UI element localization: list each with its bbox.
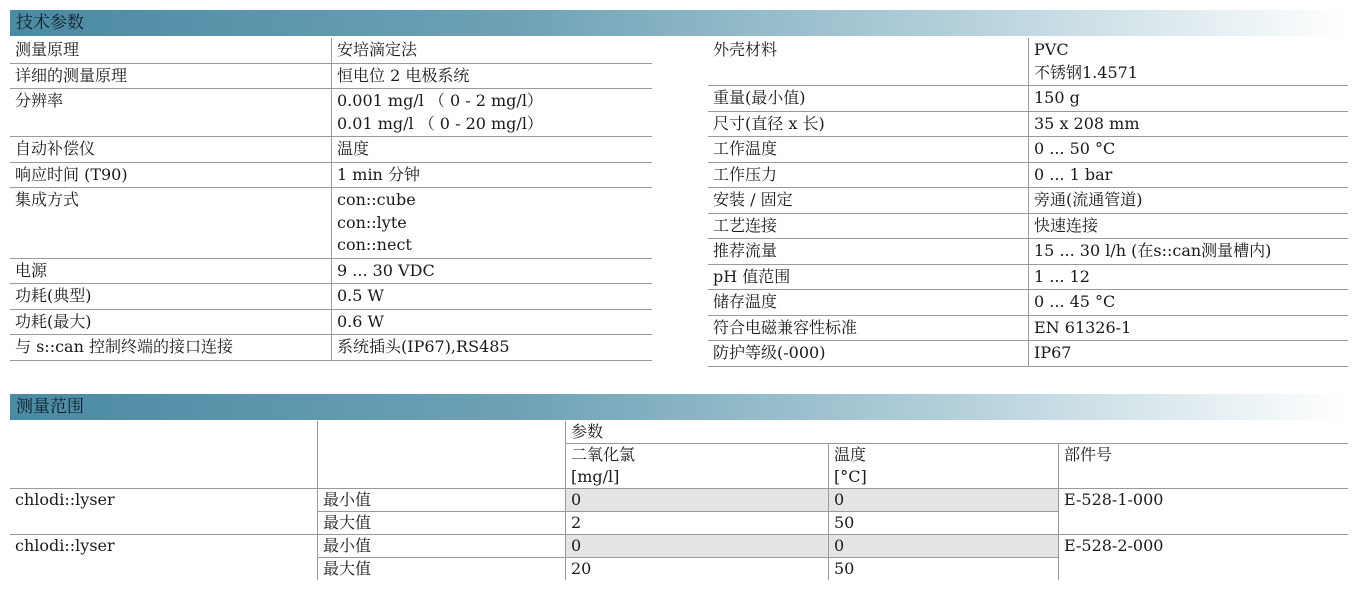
spec-label: 符合电磁兼容性标准 xyxy=(708,315,1029,341)
spec-label: 功耗(典型) xyxy=(10,284,332,310)
range-product: chlodi::lyser xyxy=(10,489,318,512)
spec-label: 电源 xyxy=(10,258,332,284)
range-col-temp xyxy=(829,444,1059,489)
range-temp-max: 50 xyxy=(829,558,1059,581)
range-product-spacer xyxy=(10,558,318,581)
range-header-empty-4 xyxy=(318,444,566,489)
spec-row xyxy=(708,213,1348,239)
range-header-empty-2 xyxy=(318,421,566,444)
spec-value-cell xyxy=(1029,162,1349,188)
spec-label: 测量原理 xyxy=(10,38,332,63)
range-col-temp-name: 温度 xyxy=(834,445,867,464)
spec-value-cell xyxy=(1029,290,1349,316)
range-product: chlodi::lyser xyxy=(10,535,318,558)
spec-value: con::lyte xyxy=(337,212,407,232)
range-chlorine-max: 20 xyxy=(566,558,829,581)
spec-row xyxy=(708,315,1348,341)
measurement-range-title: 测量范围 xyxy=(16,397,84,417)
spec-label: 详细的测量原理 xyxy=(10,63,332,89)
spec-value-cell xyxy=(1029,264,1349,290)
spec-value-cell xyxy=(1029,137,1349,163)
range-min-label: 最小值 xyxy=(318,489,566,512)
spec-value: 0 ... 1 bar xyxy=(1034,164,1113,184)
range-header-empty-3 xyxy=(10,444,318,489)
range-max-label: 最大值 xyxy=(318,512,566,535)
range-row-2-min xyxy=(10,535,1348,558)
range-chlorine-min: 0 xyxy=(566,489,829,512)
spec-value: 系统插头(IP67),RS485 xyxy=(337,337,510,356)
spec-value: 1 ... 12 xyxy=(1034,266,1090,286)
measurement-range-title-bar xyxy=(10,394,1348,420)
spec-value: 0.6 W xyxy=(337,311,384,331)
spec-value-cell xyxy=(332,284,653,310)
spec-value-cell xyxy=(1029,239,1349,265)
spec-value: PVC xyxy=(1034,40,1069,59)
range-header-empty-1 xyxy=(10,421,318,444)
range-param-header: 参数 xyxy=(566,421,1349,444)
spec-value-cell xyxy=(332,335,653,361)
spec-row xyxy=(10,38,652,63)
spec-row xyxy=(708,86,1348,112)
spec-value-cell xyxy=(332,137,653,163)
spec-label: 功耗(最大) xyxy=(10,309,332,335)
spec-label: 工艺连接 xyxy=(708,213,1029,239)
range-col-temp-unit: [°C] xyxy=(834,467,867,486)
spec-value-cell xyxy=(332,258,653,284)
spec-value: 0.01 mg/l （ 0 - 20 mg/l） xyxy=(337,113,543,133)
spec-label: 推荐流量 xyxy=(708,239,1029,265)
range-min-label: 最小值 xyxy=(318,535,566,558)
spec-value: con::cube xyxy=(337,190,416,209)
spec-value: 9 ... 30 VDC xyxy=(337,260,435,280)
range-chlorine-min: 0 xyxy=(566,535,829,558)
range-temp-min: 0 xyxy=(829,535,1059,558)
spec-row xyxy=(708,137,1348,163)
tech-specs-title-bar xyxy=(10,10,1348,36)
range-col-chlorine-unit: [mg/l] xyxy=(571,467,620,486)
spec-label: 分辨率 xyxy=(10,89,332,137)
spec-value-cell xyxy=(332,38,653,63)
spec-value: 快速连接 xyxy=(1034,215,1099,235)
range-header-row-1 xyxy=(10,421,1348,444)
spec-label: 工作压力 xyxy=(708,162,1029,188)
spec-row xyxy=(10,284,652,310)
spec-label: pH 值范围 xyxy=(708,264,1029,290)
spec-value-cell xyxy=(332,89,653,137)
range-temp-max: 50 xyxy=(829,512,1059,535)
spec-value: 0.5 W xyxy=(337,286,384,305)
range-col-chlorine-name: 二氧化氯 xyxy=(571,445,636,464)
spec-value: con::nect xyxy=(337,235,412,254)
spec-row xyxy=(708,188,1348,214)
spec-row xyxy=(708,341,1348,367)
spec-label: 尺寸(直径 x 长) xyxy=(708,111,1029,137)
spec-value: 温度 xyxy=(337,139,370,158)
spec-value-cell xyxy=(1029,188,1349,214)
range-part-number: E-528-2-000 xyxy=(1064,536,1164,555)
spec-value: 150 g xyxy=(1034,88,1080,107)
spec-value-cell xyxy=(332,188,653,259)
spec-value-cell xyxy=(1029,341,1349,367)
spec-row xyxy=(10,89,652,137)
spec-row xyxy=(708,111,1348,137)
spec-row xyxy=(708,290,1348,316)
spec-label: 集成方式 xyxy=(10,188,332,259)
spec-row xyxy=(10,63,652,89)
range-col-part: 部件号 xyxy=(1059,444,1349,489)
spec-label: 工作温度 xyxy=(708,137,1029,163)
spec-value: EN 61326-1 xyxy=(1034,317,1132,337)
spec-label: 响应时间 (T90) xyxy=(10,162,332,188)
range-header-row-2 xyxy=(10,444,1348,489)
spec-value: 35 x 208 mm xyxy=(1034,113,1140,133)
spec-label: 重量(最小值) xyxy=(708,86,1029,112)
spec-row xyxy=(708,264,1348,290)
spec-value: 0.001 mg/l （ 0 - 2 mg/l） xyxy=(337,91,543,110)
spec-row xyxy=(708,38,1348,86)
spec-value: 0 ... 50 °C xyxy=(1034,139,1116,158)
spec-value: 1 min 分钟 xyxy=(337,164,420,184)
spec-value-cell xyxy=(332,63,653,89)
spec-label: 防护等级(-000) xyxy=(708,341,1029,367)
spec-value: IP67 xyxy=(1034,343,1072,362)
spec-row xyxy=(10,258,652,284)
spec-value-cell xyxy=(332,309,653,335)
spec-label: 与 s::can 控制终端的接口连接 xyxy=(10,335,332,361)
spec-row xyxy=(10,162,652,188)
spec-value: 安培滴定法 xyxy=(337,40,418,59)
spec-value-cell xyxy=(1029,213,1349,239)
spec-row xyxy=(10,335,652,361)
spec-value-cell xyxy=(1029,38,1349,86)
spec-value: 15 ... 30 l/h (在s::can测量槽内) xyxy=(1034,241,1272,260)
range-chlorine-max: 2 xyxy=(566,512,829,535)
tech-specs-title: 技术参数 xyxy=(16,13,84,33)
measurement-range-table xyxy=(10,421,1348,580)
range-part-number: E-528-1-000 xyxy=(1059,489,1349,535)
spec-label: 外壳材料 xyxy=(708,38,1029,86)
spec-label: 安装 / 固定 xyxy=(708,188,1029,214)
spec-row xyxy=(10,137,652,163)
spec-row xyxy=(708,162,1348,188)
spec-value-cell xyxy=(1029,315,1349,341)
range-col-chlorine xyxy=(566,444,829,489)
spec-value: 0 ... 45 °C xyxy=(1034,292,1116,311)
tech-specs-right-table xyxy=(708,38,1348,367)
spec-label: 自动补偿仪 xyxy=(10,137,332,163)
spec-value-cell xyxy=(332,162,653,188)
spec-row xyxy=(10,188,652,259)
range-row-1-min xyxy=(10,489,1348,512)
tech-specs-left-table xyxy=(10,38,652,361)
range-max-label: 最大值 xyxy=(318,558,566,581)
spec-row xyxy=(10,309,652,335)
range-product-spacer xyxy=(10,512,318,535)
spec-label: 储存温度 xyxy=(708,290,1029,316)
spec-value: 不锈钢1.4571 xyxy=(1034,62,1138,82)
spec-value: 恒电位 2 电极系统 xyxy=(337,65,470,85)
spec-value-cell xyxy=(1029,111,1349,137)
range-temp-min: 0 xyxy=(829,489,1059,512)
spec-value-cell xyxy=(1029,86,1349,112)
spec-value: 旁通(流通管道) xyxy=(1034,190,1143,209)
spec-row xyxy=(708,239,1348,265)
